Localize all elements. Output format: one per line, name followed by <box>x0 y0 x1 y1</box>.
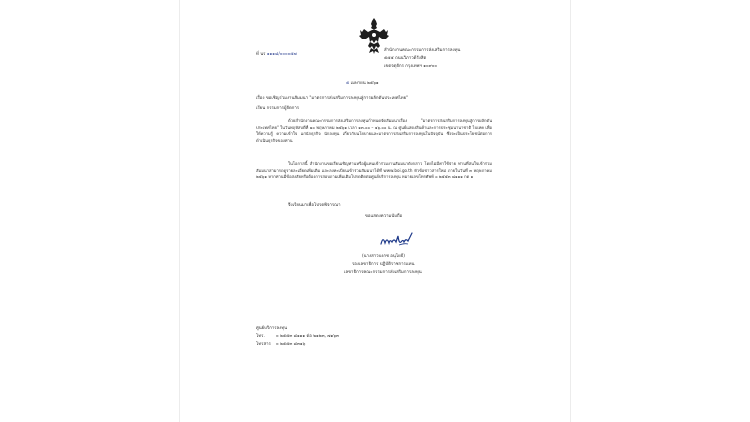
footer-office: ศูนย์บริการลงทุน <box>256 326 288 331</box>
signer-position-1: รองเลขาธิการ ปฏิบัติราชการแทน <box>352 262 415 267</box>
footer-fax-label: โทรสาร <box>256 342 271 347</box>
subject-line: เรื่อง ขอเชิญร่วมงานสัมมนา "มาตรการส่งเสริมการลงทุนสู่การผลักดันประเทศไทย" <box>256 96 409 101</box>
body-paragraph-1: ด้วยสำนักงานคณะกรรมการส่งเสริมการลงทุนกำหนดจัดสัมมนาเรื่อง "มาตรการส่งเสริมการลงทุนสู่การผลักดันประเทศไทย" ในวันพฤหัสบดีที่ ๑๐ พฤษภาคม ๒๕๖๑ เวลา ๑๓.๐๐ – ๑๖.๐๐ น. ณ ศูนย์แสดงสินค้าและการประชุมนานาชาติ ไบเทค เพื่อให้ความรู้ ความเข้าใจ แก่นักธุรกิจ นักลงทุน เกี่ยวกับนโยบายและมาตรการส่งเสริมการลงทุนในปัจจุบัน ซึ่งจะเป็นประโยชน์ต่อการดำเนินธุรกิจของท่าน <box>256 118 492 144</box>
closing-text: ขอแสดงความนับถือ <box>365 214 403 219</box>
office-name: สำนักงานคณะกรรมการส่งเสริมการลงทุน <box>384 48 461 53</box>
reference-line <box>256 52 297 58</box>
date-day: ๕ <box>346 81 350 86</box>
signer-name: (นางสาวบงกช อนุโยธี) <box>362 254 405 259</box>
handwritten-signature <box>377 230 417 250</box>
letter-page <box>180 0 570 422</box>
footer-tel-line <box>256 334 339 340</box>
signer-position-2: เลขาธิการคณะกรรมการส่งเสริมการลงทุน <box>344 270 422 275</box>
salutation-line: เรียน กรรมการผู้จัดการ <box>256 106 300 111</box>
body-paragraph-2: ในโอกาสนี้ สำนักงานขอเรียนเชิญท่านหรือผู้แทนเข้าร่วมงานสัมมนาดังกล่าว โดยไม่มีค่าใช้จ่าย ท่านที่สนใจเข้าร่วมสัมมนาสามารถดูรายละเอียดเพิ่มเติม และลงทะเบียนเข้าร่วมสัมมนาได้ที่ www.boi.go.th หัวข้อข่าวสารใหม่ ภายในวันที่ ๓ พฤษภาคม ๒๕๖๑ หากท่านมีข้อสงสัยหรือต้องการสอบถามเพิ่มเติมโปรดติดต่อศูนย์บริการลงทุน หมายเลขโทรศัพท์ ๐ ๒๕๕๓ ๘๑๑๑ กด ๑ <box>256 161 492 180</box>
office-address-2: เขตจตุจักร กรุงเทพฯ ๑๐๙๐๐ <box>384 64 437 69</box>
office-address-1: ๕๕๕ ถนนวิภาวดีรังสิต <box>384 56 427 61</box>
footer-fax-line <box>256 342 305 348</box>
footer-tel: ๐ ๒๕๕๓ ๘๑๑๑ ต่อ ๒๑๒๓, ๗๑๖๓ <box>276 334 339 339</box>
footer-fax: ๐ ๒๕๕๓ ๘๓๑๖ <box>276 342 306 347</box>
closing-request: จึงเรียนมาเพื่อโปรดพิจารณา <box>288 203 341 208</box>
reference-label: ที่ นร <box>256 52 266 57</box>
footer-tel-label: โทร. <box>256 334 265 339</box>
date-month-year: เมษายน ๒๕๖๑ <box>350 81 379 86</box>
letter-date <box>346 81 379 87</box>
reference-number: ๑๑๑๘/๐๐๐๐๕๗ <box>266 52 297 57</box>
